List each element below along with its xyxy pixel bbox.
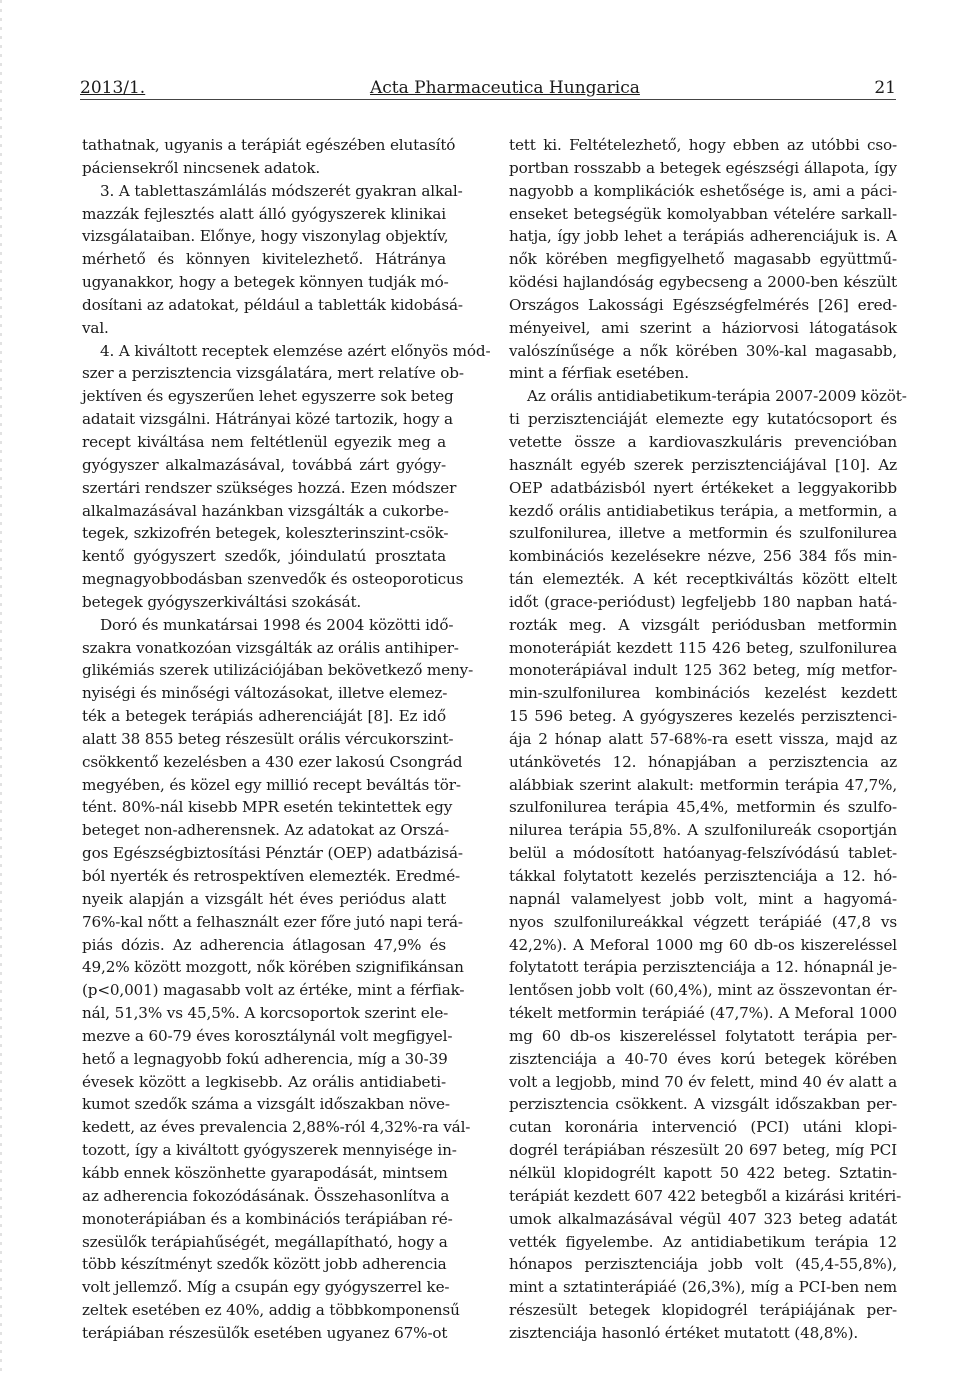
text-line: monoterápiával indult 125 362 beteg, míg metfor- bbox=[509, 661, 897, 680]
text-line: kombinációs kezelésekre nézve, 256 384 fős min- bbox=[509, 547, 897, 566]
text-line: dosítani az adatokat, például a tabletták kidobásá- bbox=[82, 295, 463, 314]
text-line: hónapos perzisztenciája jobb volt (45,4-55,8%), bbox=[509, 1255, 897, 1274]
text-line: enseket betegségük komolyabban vételére sarkall- bbox=[509, 204, 897, 223]
text-line: adatait vizsgálni. Hátrányai közé tartozik, hogy a bbox=[82, 410, 453, 429]
text-line: használt egyéb szerek perzisztenciájával [10]. Az bbox=[509, 455, 897, 474]
text-line: beteget non-adherensnek. Az adatokat az Orszá- bbox=[82, 821, 450, 840]
text-line: részesült betegek klopidogrél terápiájának per- bbox=[509, 1301, 897, 1320]
text-line: ája 2 hónap alatt 57-68%-ra esett vissza, majd az bbox=[509, 729, 897, 748]
text-line: tékelt metformin terápiáé (47,7%). A Meforal 1000 bbox=[509, 1004, 897, 1023]
text-line: szesülők terápiahűségét, megállapítható, hogy a bbox=[82, 1232, 448, 1251]
text-line: vizsgálataiban. Előnye, hogy viszonylag objektív, bbox=[82, 227, 449, 246]
text-line: vetette össze a kardiovaszkuláris prevencióban bbox=[509, 432, 897, 451]
text-line: alatt 38 855 beteg részesült orális vércukorszint- bbox=[82, 729, 454, 748]
text-line: mérhető és könnyen kivitelezhető. Hátránya bbox=[82, 250, 446, 269]
text-line: szakra vonatkozóan vizsgálták az orális antihiper- bbox=[82, 638, 459, 657]
text-line: ményeivel, ami szerint a háziorvosi látogatások bbox=[509, 318, 897, 337]
text-line: val. bbox=[82, 318, 109, 337]
text-line: tett ki. Feltételezhető, hogy ebben az utóbbi cso- bbox=[509, 136, 897, 154]
running-header bbox=[80, 78, 896, 100]
text-line: alábbiak szerint alakult: metformin terápia 47,7%, bbox=[509, 775, 897, 794]
text-line: több készítményt szedők között jobb adherencia bbox=[82, 1255, 447, 1274]
text-line: hatja, így jobb lehet a terápiás adherenciájuk is. A bbox=[509, 227, 897, 246]
text-line: nilurea terápia 55,8%. A szulfonilureák csoportján bbox=[509, 821, 897, 840]
text-line: 3. A tablettaszámlálás módszerét gyakran alkal- bbox=[100, 181, 463, 200]
text-line: megyében, és közel egy millió recept beváltás tör- bbox=[82, 775, 461, 794]
text-line: nélkül klopidogrélt kapott 50 422 beteg. Sztatin- bbox=[509, 1163, 897, 1182]
text-line: nagyobb a komplikációk eshetősége is, ami a páci- bbox=[509, 181, 897, 200]
text-line: páciensekről nincsenek adatok. bbox=[82, 158, 321, 177]
text-line: jektíven és egyszerűen lehet egyszerre sok beteg bbox=[82, 387, 454, 406]
text-line: kezdő orális antidiabetikus terápia, a metformin, a bbox=[509, 501, 897, 520]
text-line: mezve a 60-79 éves korosztálynál volt megfigyel- bbox=[82, 1026, 453, 1045]
text-line: 49,2% között mozgott, nők körében szignifikánsan bbox=[82, 958, 464, 977]
text-line: terápiát kezdett 607 422 betegből a kizárási kritéri- bbox=[509, 1186, 902, 1205]
text-line: mazzák fejlesztés alatt álló gyógyszerek klinikai bbox=[82, 204, 446, 223]
text-line: szulfonilurea terápia 45,4%, metformin és szulfo- bbox=[509, 798, 897, 817]
text-line: hető a legnagyobb fokú adherencia, míg a 30-39 bbox=[82, 1049, 448, 1068]
text-line: terápiában részesülők esetében ugyanez 67%-ot bbox=[82, 1323, 448, 1342]
text-line: időt (grace-periódust) legfeljebb 180 napban hatá- bbox=[509, 592, 897, 611]
text-line: rozták meg. A vizsgált periódusban metformin bbox=[509, 615, 897, 634]
text-line: portban rosszabb a betegek egészségi állapota, így bbox=[509, 158, 897, 177]
text-line: tént. 80%-nál kisebb MPR esetén tekintettek egy bbox=[82, 798, 453, 817]
text-line: nyeik alapján a vizsgált hét éves periódus alatt bbox=[82, 889, 446, 908]
text-line: 42,2%). A Meforal 1000 mg 60 db-os kiszereléssel bbox=[509, 935, 897, 954]
text-line: kedett, az éves prevalencia 2,88%-ról 4,32%-ra vál- bbox=[82, 1118, 471, 1137]
text-line: nők körében megfigyelhető magasabb együttmű- bbox=[509, 250, 897, 269]
text-line: Az orális antidiabetikum-terápia 2007-2009 közöt- bbox=[527, 387, 907, 406]
text-line: cutan koronária intervenció (PCI) utáni klopi- bbox=[509, 1118, 897, 1137]
text-line: OEP adatbázisból nyert értékeket a leggyakoribb bbox=[509, 478, 897, 497]
text-line: ték a betegek terápiás adherenciáját [8]. Ez idő bbox=[82, 707, 446, 726]
page-number: 21 bbox=[874, 78, 896, 98]
text-line: tán elemezték. A két receptkiváltás között eltelt bbox=[509, 570, 897, 589]
text-line: kumot szedők száma a vizsgált időszakban növe- bbox=[82, 1095, 450, 1114]
left-text-column bbox=[82, 134, 491, 1345]
text-line: tathatnak, ugyanis a terápiát egészében elutasító bbox=[82, 136, 456, 154]
header-rule bbox=[80, 99, 896, 100]
text-line: szulfonilurea, illetve a metformin és szulfonilurea bbox=[509, 524, 897, 543]
text-line: kább ennek köszönhette gyarapodását, mintsem bbox=[82, 1163, 448, 1182]
text-line: évesek között a legkisebb. Az orális antidiabeti- bbox=[82, 1072, 446, 1091]
text-line: 76%-kal nőtt a felhasznált ezer főre jutó napi terá- bbox=[82, 912, 463, 931]
text-line: alkalmazásával hazánkban vizsgálták a cukorbe- bbox=[82, 501, 449, 520]
text-line: zeltek esetében ez 40%, addig a többkomponensű bbox=[82, 1301, 460, 1320]
text-line: mint a férfiak esetében. bbox=[509, 364, 689, 383]
text-line: szer a perzisztencia vizsgálatára, mert relatíve ob- bbox=[82, 364, 464, 383]
text-line: tákkal folytatott kezelés perzisztenciája a 12. hó- bbox=[509, 867, 897, 885]
text-line: betegek gyógyszerkiváltási szokását. bbox=[82, 592, 362, 611]
text-line: szertári rendszer szükséges hozzá. Ezen módszer bbox=[82, 478, 457, 497]
text-line: piás dózis. Az adherencia átlagosan 47,9% és bbox=[82, 935, 446, 954]
text-line: napnál valamelyest jobb volt, mint a hagyomá- bbox=[509, 889, 897, 908]
text-line: glikémiás szerek utilizációjában bekövetkező meny- bbox=[82, 661, 474, 680]
text-line: lentősen jobb volt (60,4%), mint az összevontan ér- bbox=[509, 981, 897, 1000]
text-line: nál, 51,3% vs 45,5%. A korcsoportok szerint ele- bbox=[82, 1004, 449, 1023]
issue-number: 2013/1. bbox=[80, 78, 146, 98]
text-line: csökkentő kezelésben a 430 ezer lakosú Csongrád bbox=[82, 752, 463, 771]
text-line: tegek, szkizofrén betegek, koleszterinszint-csök- bbox=[82, 524, 449, 543]
text-line: nyos szulfonilureákkal végzett terápiáé (47,8 vs bbox=[509, 912, 897, 931]
text-line: ti perzisztenciáját elemezte egy kutatócsoport és bbox=[509, 410, 897, 429]
text-line: megnagyobbodásban szenvedők és osteoporoticus bbox=[82, 570, 464, 589]
text-line: dogrél terápiában részesült 20 697 beteg, míg PCI bbox=[509, 1141, 897, 1160]
text-line: utánkövetés 12. hónapjában a perzisztencia az bbox=[509, 752, 897, 771]
text-line: umok alkalmazásával végül 407 323 beteg adatát bbox=[509, 1209, 897, 1228]
text-line: gyógyszer alkalmazásával, továbbá zárt gyógy- bbox=[82, 455, 446, 474]
text-line: perzisztencia csökkent. A vizsgált időszakban per- bbox=[509, 1095, 897, 1114]
text-line: volt jellemző. Míg a csupán egy gyógyszerrel ke- bbox=[82, 1278, 450, 1297]
text-line: min-szulfonilurea kombinációs kezelést kezdett bbox=[509, 684, 897, 703]
text-line: zisztenciája a 40-70 éves korú betegek körében bbox=[509, 1049, 897, 1068]
text-line: ködési hajlandóság egybecseng a 2000-ben készült bbox=[509, 273, 897, 292]
text-line: vették figyelembe. Az antidiabetikum terápia 12 bbox=[509, 1232, 897, 1251]
text-line: az adherencia fokozódásának. Összehasonlítva a bbox=[82, 1186, 450, 1205]
text-line: tozott, így a kiváltott gyógyszerek mennyisége in- bbox=[82, 1141, 457, 1160]
text-line: nyiségi és minőségi változásokat, illetve elemez- bbox=[82, 684, 448, 703]
text-line: mg 60 db-os kiszereléssel folytatott terápia per- bbox=[509, 1026, 897, 1045]
text-line: ból nyerték és retrospektíven elemezték. Eredmé- bbox=[82, 867, 461, 885]
text-line: monoterápiát kezdett 115 426 beteg, szulfonilurea bbox=[509, 638, 897, 657]
text-line: 4. A kiváltott receptek elemzése azért előnyös mód- bbox=[100, 341, 491, 360]
text-line: monoterápiában és a kombinációs terápiában ré- bbox=[82, 1209, 453, 1228]
text-line: zisztenciája hasonló értéket mutatott (48,8%). bbox=[509, 1323, 859, 1342]
scan-margin-artifact bbox=[0, 0, 2, 1375]
text-line: recept kiváltása nem feltétlenül egyezik meg a bbox=[82, 432, 446, 451]
journal-title: Acta Pharmaceutica Hungarica bbox=[370, 78, 640, 98]
text-line: folytatott terápia perzisztenciája a 12. hónapnál je- bbox=[509, 958, 897, 977]
text-line: (p<0,001) magasabb volt az értéke, mint a férfiak- bbox=[82, 981, 465, 1000]
right-text-column bbox=[509, 134, 907, 1345]
text-line: Doró és munkatársai 1998 és 2004 közötti idő- bbox=[100, 615, 454, 634]
text-line: ugyanakkor, hogy a betegek könnyen tudják mó- bbox=[82, 273, 449, 292]
text-line: Országos Lakossági Egészségfelmérés [26] ered- bbox=[509, 295, 897, 314]
text-line: 15 596 beteg. A gyógyszeres kezelés perzisztenci- bbox=[509, 707, 897, 726]
text-line: volt a legjobb, mind 70 év felett, mind 40 év alatt a bbox=[509, 1072, 897, 1091]
text-line: belül a módosított hatóanyag-felszívódású tablet- bbox=[509, 844, 897, 863]
text-line: valószínűsége a nők körében 30%-kal magasabb, bbox=[509, 341, 897, 360]
text-line: mint a sztatinterápiáé (26,3%), míg a PCI-ben nem bbox=[509, 1278, 897, 1297]
text-line: gos Egészségbiztosítási Pénztár (OEP) adatbázisá- bbox=[82, 844, 463, 863]
text-line: kentő gyógyszert szedők, jóindulatú prosztata bbox=[82, 547, 446, 566]
